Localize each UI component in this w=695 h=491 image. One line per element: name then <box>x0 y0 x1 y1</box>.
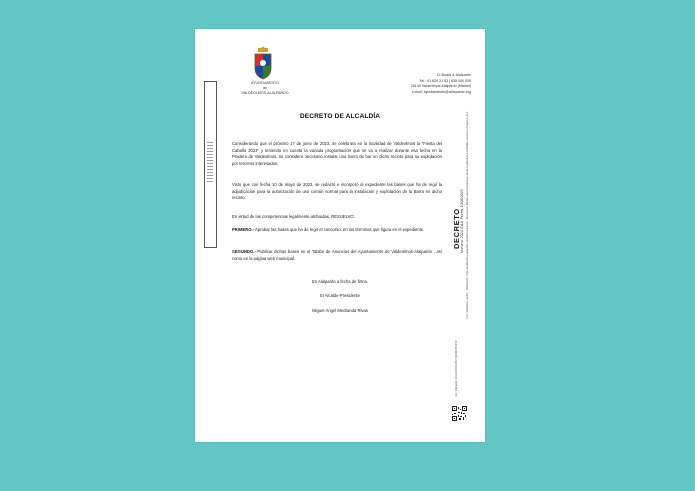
verification-note: Cod. Validación: ACEX · Verificación: https://valdeolmos-alalpardo.sedelectronica.es/ · Documento firmado electrónicamente desde la plataforma esPublico Gestiona | Página 1 de 1 <box>466 111 469 319</box>
address-block <box>371 73 471 95</box>
municipality-line-1: AYUNTAMIENTO <box>251 81 279 85</box>
paragraph-competencias: En virtud de las competencias legalmente atribuidas, RESUELVO: <box>232 214 355 219</box>
address-line-2: Tel.: 91 620 21 53 | 635 000 000 <box>419 78 471 83</box>
decree-date: Fecha: 10/05/2023 <box>460 189 464 220</box>
paragraph-considerando: Considerando que el próximo 17 de junio de 2023, se celebrara en la localidad de Valdeolmos la "Fiesta del Caballo 2023" y teniendo en cuenta la variada programación que se va a realizar durante esa fecha en la Pradera de Valdeolmos, se considera necesario instalar una barra de bar en dicho recinto para su explotación por terceros interesados. <box>232 141 442 166</box>
address-line-4: e-mail: ayuntamiento@aldepardo.org <box>411 89 471 94</box>
signature-place: En Alalpardo a fecha de firma. <box>311 279 369 284</box>
validation-code: Cód. Validación: ACEXJ44R7FA5CYQXRWF3T3RY9 <box>455 340 458 397</box>
paragraph-segundo <box>232 249 442 262</box>
decree-stamp-details <box>460 189 464 253</box>
municipality-line-3: VALDEOLMOS-ALALPARDO <box>241 91 289 96</box>
signature-name: Miguel Ángel Medranda Rivas <box>312 308 368 313</box>
paragraph-visto: Visto que con fecha 10 de mayo de 2023, se redactó e incorporó al expediente las bases que ha de regir la adjudicación para la autorización de uso común normal para la instalación y explotación de la Barra en dicho recinto. <box>232 182 442 200</box>
primero-text: Aprobar las bases que ha de regir el concurso, en los términos que figura en el expediente. <box>254 227 425 232</box>
municipality-block <box>225 81 305 97</box>
qr-code-icon <box>452 406 467 421</box>
document-title: DECRETO DE ALCALDÍA <box>299 113 381 120</box>
address-line-3: 28130 Valdeolmos-Alalpardo (Madrid) <box>410 84 471 89</box>
coat-of-arms-icon <box>252 46 274 80</box>
address-line-1: C/ Alcalá 4, Alalpardo <box>436 73 471 77</box>
signature-role: El Alcalde-Presidente <box>320 293 360 298</box>
document-page <box>195 29 485 442</box>
decree-stamp-label: DECRETO <box>452 208 461 249</box>
segundo-label: SEGUNDO.- <box>232 249 256 254</box>
registry-stamp-box <box>204 81 217 248</box>
municipality-line-2: de <box>263 86 267 91</box>
segundo-text: Publicar dichas bases en el Tablón de Anuncios del Ayuntamiento de Valdeolmos-Alalpardo , así como en la página web municipal. <box>232 249 442 261</box>
paragraph-primero <box>232 227 442 234</box>
registry-stamp-text <box>207 142 213 182</box>
decree-number: Número: 2023-0118 <box>460 221 464 253</box>
primero-label: PRIMERO.- <box>232 227 255 232</box>
